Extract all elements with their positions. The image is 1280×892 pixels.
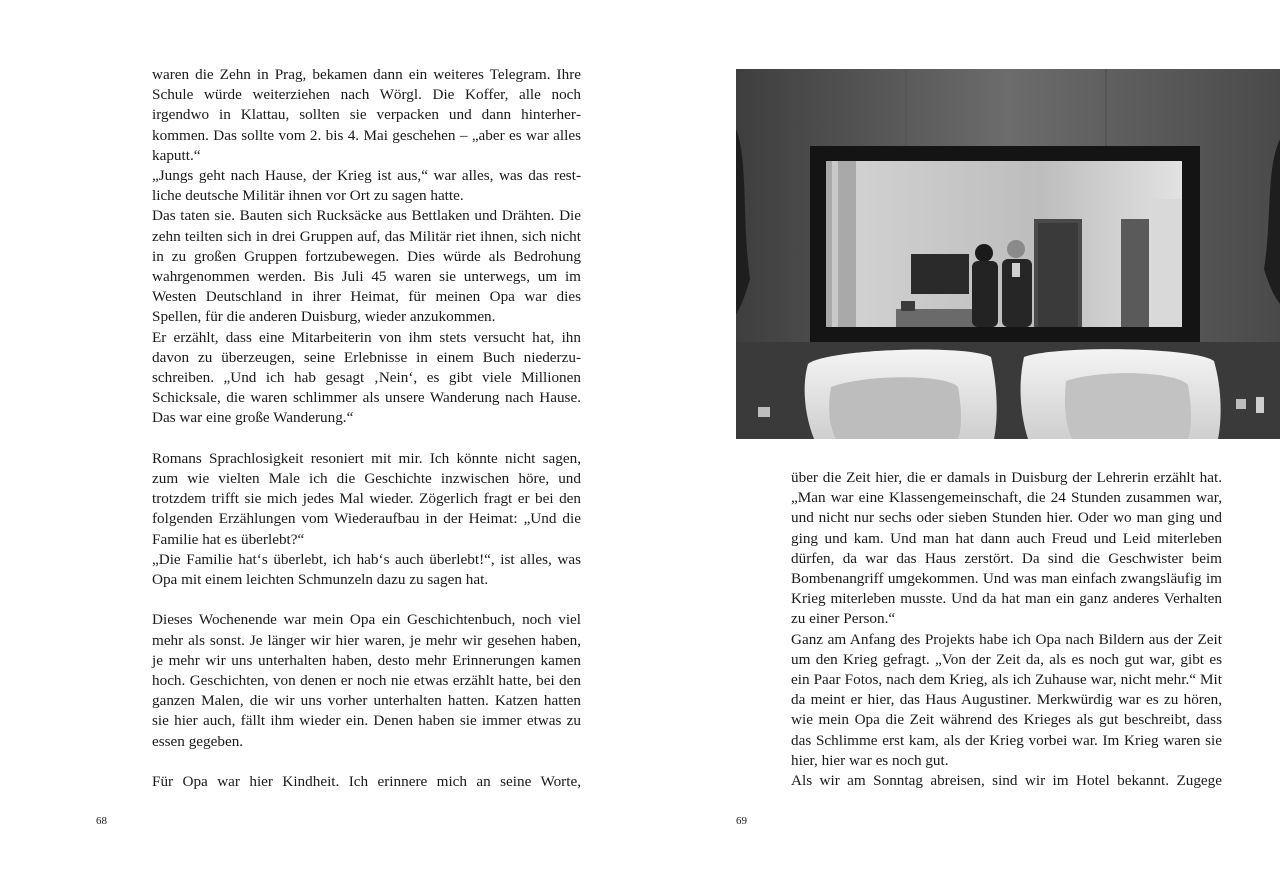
paragraph: Als wir am Sonntag abreisen, sind wir im Hotel bekannt. Zugege (791, 772, 1222, 790)
paragraph: Romans Sprachlosigkeit resoniert mit mir. Ich könnte nicht sagen, zum wie vielten Male ich die Geschichte inzwischen höre, und trotzdem trifft sie mich jedes Mal wieder. Zögerlich fragt er bei den folgenden Erzählungen vom Wiederaufbau in der Heimat: „Und die Familie hat es überlebt?“ (152, 449, 581, 548)
right-page (640, 0, 1280, 892)
paragraph: Das taten sie. Bauten sich Rucksäcke aus Bettlaken und Drähten. Die zehn teilten sich in drei Gruppen auf, das Militär riet ihnen, sich nicht in zu großen Gruppen fortzubewegen. Dies würde als Bedrohung wahrgenommen werden. Bis Juli 45 waren sie unterwegs, um im Westen Deutschland in ihrer Heimat, für meinen Opa war dies Spellen, für die anderen Duisburg, wieder anzukommen. (152, 207, 581, 326)
paragraph: über die Zeit hier, die er damals in Duisburg der Lehrerin erzählt hat. „Man war eine Klassengemeinschaft, die 24 Stunden zusammen war, und nicht nur sechs oder sieben Stunden hier. Oder wo man ging und ging und kam. Und man hat dann auch Freud und Leid miterleben dürfen, da war das Haus zerstört. Da sind die Geschwister beim Bombenangriff umgekommen. Und was man einfach zwangsläufig im Krieg miterleben musste. Und da hat man ein ganz anderes Verhalten zu einer Person.“ (791, 469, 1222, 628)
paragraph: Dieses Wochenende war mein Opa ein Geschichtenbuch, noch viel mehr als sonst. Je länger wir hier waren, je mehr wir gesehen haben, je mehr wir uns unterhalten haben, desto mehr Erinnerungen kamen hoch. Geschichten, von denen er noch nie etwas erzählt hatte, bei den ganzen Malen, die wir uns vorher unterhalten hatten. Katzen hatten sie hier auch, fällt ihm wieder ein. Denen haben sie immer etwas zu essen gegeben. (152, 611, 581, 750)
paragraph: Er erzählt, dass eine Mitarbeiterin von ihm stets versucht hat, ihn davon zu überzeugen, seine Erlebnisse in einem Buch niederzuschreiben. „Und ich hab gesagt ‚Nein‘, es gibt viele Millionen Schicksale, die waren schlimmer als unsere Wanderung nach Hause. Das war eine große Wanderung.“ (152, 328, 581, 427)
photograph-image (736, 69, 1280, 439)
paragraph: Ganz am Anfang des Projekts habe ich Opa nach Bildern aus der Zeit um den Krieg gefragt. „Von der Zeit da, als es noch gut war, gibt es ein Paar Fotos, nach dem Krieg, als ich Zuhause war, nicht mehr.“ Mit da meint er hier, das Haus Augustiner. Merkwürdig war es zu hören, wie mein Opa die Zeit während des Krieges als gut beschreibt, dass das Schlimme erst kam, als der Krieg vorbei war. Im Krieg waren sie hier, hier war es noch gut. (791, 630, 1222, 769)
paragraph: „Die Familie hat‘s überlebt, ich hab‘s auch überlebt!“, ist alles, was Opa mit einem leichten Schmunzeln dazu zu sagen hat. (152, 550, 581, 589)
paragraph: „Jungs geht nach Hause, der Krieg ist aus,“ war alles, was das restliche deutsche Militär ihnen vor Ort zu sagen hatte. (152, 167, 581, 205)
paragraph: waren die Zehn in Prag, bekamen dann ein weiteres Telegram. Ihre Schule würde weiterziehen nach Wörgl. Die Koffer, alle noch irgendwo in Klattau, sollten sie verpacken und dann hinterherkommen. Das sollte vom 2. bis 4. Mai geschehen – „aber es war alles kaputt.“ (152, 66, 581, 164)
photograph (736, 69, 1280, 439)
left-page-text (152, 65, 581, 792)
right-page-text (791, 468, 1222, 791)
paragraph: Für Opa war hier Kindheit. Ich erinnere mich an seine Worte, (152, 773, 581, 791)
page-number: 68 (96, 815, 107, 827)
page-number: 69 (736, 815, 747, 827)
